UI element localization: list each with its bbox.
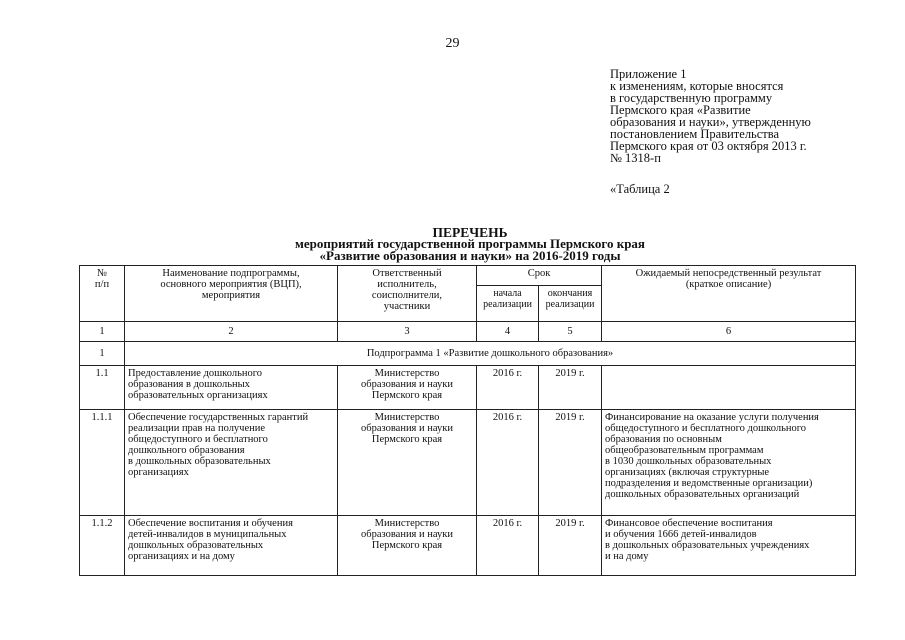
- page-number: 29: [445, 36, 460, 51]
- subprogram-num: 1: [80, 342, 125, 366]
- header-executor: Ответственный исполнитель, соисполнители, участники: [338, 266, 477, 322]
- appendix-line: № 1318-п: [610, 151, 661, 165]
- table-row: [80, 516, 856, 576]
- header-end: окончания реализации: [539, 286, 602, 322]
- subtitle-line: «Развитие образования и науки» на 2016-2019 годы: [319, 248, 621, 263]
- table-row: [80, 366, 856, 410]
- row-name: Обеспечение государственных гарантий реализации прав на получение общедоступного и бесплатного дошкольного образования в дошкольных образовательных организациях: [125, 410, 338, 516]
- measures-table: [79, 265, 856, 576]
- row-name: Предоставление дошкольного образования в дошкольных образовательных организациях: [125, 366, 338, 410]
- column-number: 5: [539, 322, 602, 342]
- header-result: Ожидаемый непосредственный результат (краткое описание): [602, 266, 856, 322]
- column-number: 3: [338, 322, 477, 342]
- header-name: Наименование подпрограммы, основного мероприятия (ВЦП), мероприятия: [125, 266, 338, 322]
- column-number: 6: [602, 322, 856, 342]
- table-label: «Таблица 2: [610, 182, 670, 196]
- row-result: Финансовое обеспечение воспитания и обучения 1666 детей-инвалидов в дошкольных образовательных учреждениях и на дому: [602, 516, 856, 576]
- header-start: начала реализации: [477, 286, 539, 322]
- header-term: Срок: [477, 266, 602, 286]
- row-result: [602, 366, 856, 410]
- row-start: 2016 г.: [477, 366, 539, 410]
- header-num: № п/п: [80, 266, 125, 322]
- row-executor: Министерство образования и науки Пермского края: [338, 366, 477, 410]
- row-executor: Министерство образования и науки Пермского края: [338, 516, 477, 576]
- subprogram-title: Подпрограмма 1 «Развитие дошкольного образования»: [125, 342, 856, 366]
- table-row: [80, 410, 856, 516]
- appendix-line: Приложение 1: [610, 67, 687, 81]
- row-start: 2016 г.: [477, 516, 539, 576]
- row-end: 2019 г.: [539, 516, 602, 576]
- column-number: 2: [125, 322, 338, 342]
- document-title: ПЕРЕЧЕНЬ: [432, 225, 508, 240]
- row-start: 2016 г.: [477, 410, 539, 516]
- appendix-note: [610, 68, 890, 164]
- document-subtitle: [0, 238, 905, 262]
- row-result: Финансирование на оказание услуги получения общедоступного и бесплатного дошкольного образования по основным общеобразовательным программам в 1030 дошкольных образовательных организациях (включая структурные подразделения и ведомственные организации) дошкольных образовательных организаций: [602, 410, 856, 516]
- appendix-line: образования и науки», утвержденную: [610, 115, 811, 129]
- appendix-line: постановлением Правительства: [610, 127, 780, 141]
- appendix-line: к изменениям, которые вносятся: [610, 79, 784, 93]
- appendix-line: в государственную программу: [610, 91, 773, 105]
- appendix-line: Пермского края от 03 октября 2013 г.: [610, 139, 807, 153]
- row-num: 1.1.2: [80, 516, 125, 576]
- row-num: 1.1.1: [80, 410, 125, 516]
- row-name: Обеспечение воспитания и обучения детей-инвалидов в муниципальных дошкольных образовательных организациях и на дому: [125, 516, 338, 576]
- column-number: 1: [80, 322, 125, 342]
- row-executor: Министерство образования и науки Пермского края: [338, 410, 477, 516]
- subtitle-line: мероприятий государственной программы Пермского края: [295, 236, 645, 251]
- row-end: 2019 г.: [539, 410, 602, 516]
- row-end: 2019 г.: [539, 366, 602, 410]
- column-number: 4: [477, 322, 539, 342]
- appendix-line: Пермского края «Развитие: [610, 103, 751, 117]
- row-num: 1.1: [80, 366, 125, 410]
